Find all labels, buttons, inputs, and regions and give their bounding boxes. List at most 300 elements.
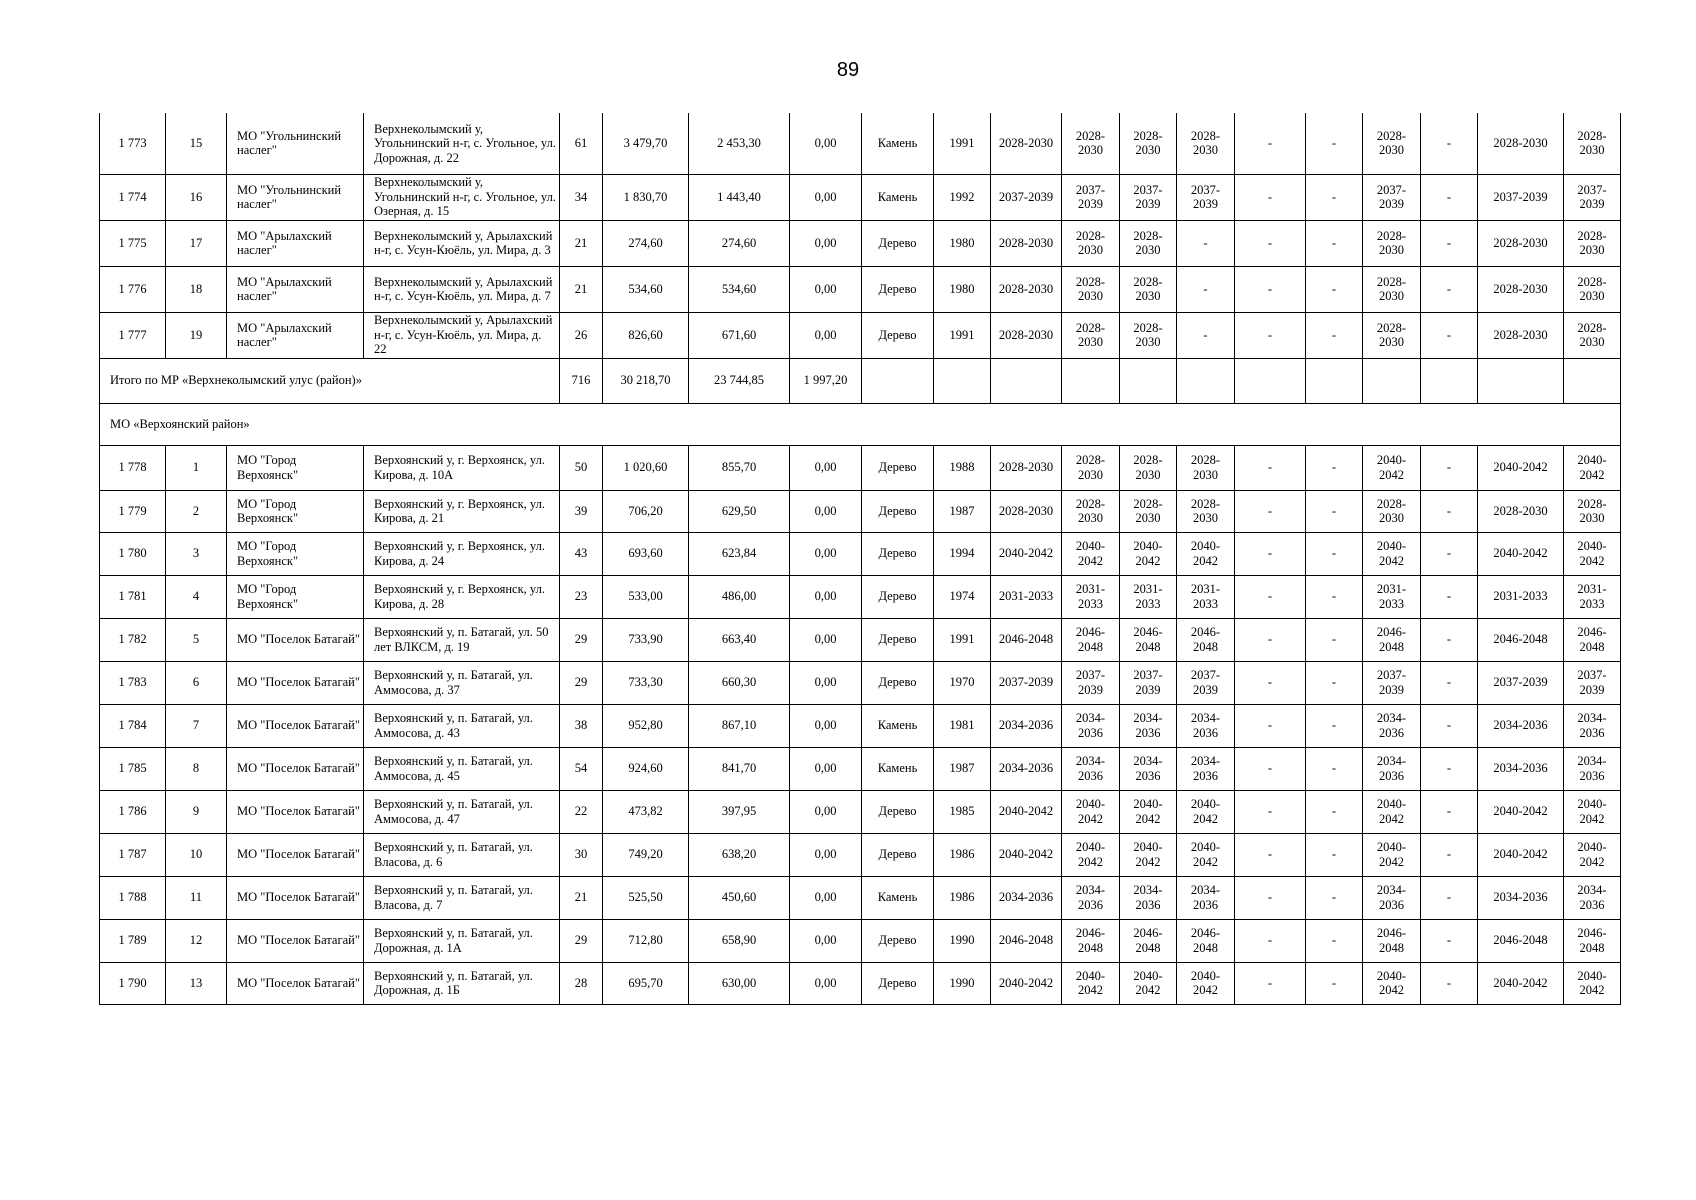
period-col-13: 2034-2036 [1120, 747, 1177, 790]
period-col-13: 2040-2042 [1120, 790, 1177, 833]
area-other: 0,00 [790, 113, 862, 174]
period-col-19: 2040-2042 [1478, 445, 1564, 490]
period-col-20: 2028-2030 [1564, 490, 1621, 532]
area-other: 0,00 [790, 220, 862, 266]
municipality: МО "Поселок Батагай" [227, 661, 364, 704]
period-col-19: 2040-2042 [1478, 962, 1564, 1004]
period-col-19: 2034-2036 [1478, 876, 1564, 919]
address: Верхоянский у, п. Батагай, ул. Власова, д. 7 [364, 876, 560, 919]
period-col-15: - [1235, 113, 1306, 174]
period-col-14: 2040-2042 [1177, 532, 1235, 575]
row-number: 1 785 [100, 747, 166, 790]
period-col-14: 2031-2033 [1177, 575, 1235, 618]
period-col-12: 2028-2030 [1062, 266, 1120, 312]
period-col-18: - [1421, 962, 1478, 1004]
address: Верхоянский у, п. Батагай, ул. Власова, д. 6 [364, 833, 560, 876]
period-col-13: 2028-2030 [1120, 220, 1177, 266]
area-other: 0,00 [790, 833, 862, 876]
period-col-14: 2034-2036 [1177, 747, 1235, 790]
area-other: 0,00 [790, 747, 862, 790]
municipality: МО "Арылахский наслег" [227, 266, 364, 312]
period-col-14: 2034-2036 [1177, 876, 1235, 919]
area-total: 706,20 [603, 490, 689, 532]
apartments-count: 23 [560, 575, 603, 618]
row-index: 10 [166, 833, 227, 876]
row-index: 18 [166, 266, 227, 312]
address: Верхнеколымский у, Арылахский н-г, с. Усун-Кюёль, ул. Мира, д. 22 [364, 312, 560, 358]
period-col-18: - [1421, 919, 1478, 962]
period-col-16: - [1306, 220, 1363, 266]
apartments-count: 26 [560, 312, 603, 358]
area-total: 1 020,60 [603, 445, 689, 490]
period-col-12: 2028-2030 [1062, 312, 1120, 358]
period-col-13: 2028-2030 [1120, 312, 1177, 358]
wall-material: Камень [862, 747, 934, 790]
period-col-15: - [1235, 174, 1306, 220]
period-col-20: 2046-2048 [1564, 919, 1621, 962]
period-col-12: 2037-2039 [1062, 174, 1120, 220]
period-col-13: 2028-2030 [1120, 445, 1177, 490]
address: Верхоянский у, г. Верхоянск, ул. Кирова, д. 28 [364, 575, 560, 618]
area-living: 274,60 [689, 220, 790, 266]
row-number: 1 784 [100, 704, 166, 747]
period-col-11: 2046-2048 [991, 919, 1062, 962]
wall-material: Дерево [862, 312, 934, 358]
period-col-12: 2040-2042 [1062, 532, 1120, 575]
area-living: 855,70 [689, 445, 790, 490]
total-apartments: 716 [560, 358, 603, 403]
period-col-15: - [1235, 704, 1306, 747]
build-year: 1990 [934, 919, 991, 962]
row-number: 1 789 [100, 919, 166, 962]
area-total: 1 830,70 [603, 174, 689, 220]
area-other: 0,00 [790, 919, 862, 962]
section-title: МО «Верхоянский район» [100, 403, 1621, 445]
period-col-11: 2040-2042 [991, 532, 1062, 575]
period-col-20: 2028-2030 [1564, 113, 1621, 174]
address: Верхоянский у, п. Батагай, ул. Дорожная, д. 1Б [364, 962, 560, 1004]
page-number: 89 [836, 59, 860, 81]
period-col-13: 2046-2048 [1120, 919, 1177, 962]
period-col-18: - [1421, 833, 1478, 876]
wall-material: Камень [862, 113, 934, 174]
table-row [100, 919, 1621, 962]
period-col-16: - [1306, 790, 1363, 833]
row-number: 1 782 [100, 618, 166, 661]
period-col-17: 2040-2042 [1363, 532, 1421, 575]
period-col-14: 2028-2030 [1177, 445, 1235, 490]
area-total: 274,60 [603, 220, 689, 266]
area-total: 3 479,70 [603, 113, 689, 174]
area-other: 0,00 [790, 704, 862, 747]
wall-material: Дерево [862, 445, 934, 490]
area-total: 473,82 [603, 790, 689, 833]
period-col-13: 2031-2033 [1120, 575, 1177, 618]
apartments-count: 61 [560, 113, 603, 174]
period-col-13: 2037-2039 [1120, 174, 1177, 220]
period-col-19: 2037-2039 [1478, 661, 1564, 704]
period-col-16: - [1306, 113, 1363, 174]
period-col-16: - [1306, 661, 1363, 704]
table-row [100, 962, 1621, 1004]
area-other: 0,00 [790, 174, 862, 220]
period-col-15: - [1235, 445, 1306, 490]
period-col-15: - [1235, 490, 1306, 532]
period-col-17: 2037-2039 [1363, 174, 1421, 220]
period-col-15: - [1235, 266, 1306, 312]
period-col-18: - [1421, 532, 1478, 575]
period-col-19: 2046-2048 [1478, 618, 1564, 661]
area-other: 0,00 [790, 445, 862, 490]
wall-material: Дерево [862, 618, 934, 661]
period-col-20: 2034-2036 [1564, 704, 1621, 747]
row-index: 2 [166, 490, 227, 532]
build-year: 1986 [934, 833, 991, 876]
period-col-12: 2040-2042 [1062, 833, 1120, 876]
period-col-17: 2040-2042 [1363, 833, 1421, 876]
wall-material: Дерево [862, 532, 934, 575]
row-number: 1 778 [100, 445, 166, 490]
period-col-12: 2031-2033 [1062, 575, 1120, 618]
period-col-11: 2028-2030 [991, 113, 1062, 174]
apartments-count: 34 [560, 174, 603, 220]
area-other: 0,00 [790, 618, 862, 661]
period-col-20: 2040-2042 [1564, 833, 1621, 876]
period-col-15: - [1235, 618, 1306, 661]
table-row [100, 220, 1621, 266]
period-col-15: - [1235, 220, 1306, 266]
apartments-count: 28 [560, 962, 603, 1004]
municipality: МО "Город Верхоянск" [227, 532, 364, 575]
period-col-17: 2046-2048 [1363, 919, 1421, 962]
period-col-16: - [1306, 575, 1363, 618]
period-col-11: 2037-2039 [991, 174, 1062, 220]
total-label: Итого по МР «Верхнеколымский улус (район)» [100, 358, 560, 403]
period-col-13: 2040-2042 [1120, 833, 1177, 876]
period-col-19: 2028-2030 [1478, 490, 1564, 532]
period-col-20: 2034-2036 [1564, 747, 1621, 790]
period-col-14: - [1177, 312, 1235, 358]
apartments-count: 29 [560, 618, 603, 661]
period-col-16: - [1306, 174, 1363, 220]
municipality: МО "Поселок Батагай" [227, 704, 364, 747]
area-total: 525,50 [603, 876, 689, 919]
period-col-11: 2028-2030 [991, 312, 1062, 358]
period-col-18: - [1421, 113, 1478, 174]
wall-material: Дерево [862, 575, 934, 618]
table-row [100, 174, 1621, 220]
build-year: 1970 [934, 661, 991, 704]
area-living: 1 443,40 [689, 174, 790, 220]
apartments-count: 30 [560, 833, 603, 876]
period-col-18: - [1421, 747, 1478, 790]
period-col-17: 2028-2030 [1363, 490, 1421, 532]
wall-material: Камень [862, 174, 934, 220]
area-living: 2 453,30 [689, 113, 790, 174]
area-other: 0,00 [790, 962, 862, 1004]
address: Верхоянский у, п. Батагай, ул. 50 лет ВЛКСМ, д. 19 [364, 618, 560, 661]
period-col-19: 2034-2036 [1478, 747, 1564, 790]
row-number: 1 787 [100, 833, 166, 876]
build-year: 1992 [934, 174, 991, 220]
table-row [100, 833, 1621, 876]
municipality: МО "Арылахский наслег" [227, 220, 364, 266]
period-col-15: - [1235, 919, 1306, 962]
apartments-count: 22 [560, 790, 603, 833]
municipality: МО "Угольнинский наслег" [227, 174, 364, 220]
area-living: 658,90 [689, 919, 790, 962]
district-verkhoyansky-rows [100, 445, 1621, 1004]
period-col-19: 2034-2036 [1478, 704, 1564, 747]
area-other: 0,00 [790, 790, 862, 833]
period-col-17: 2040-2042 [1363, 790, 1421, 833]
build-year: 1981 [934, 704, 991, 747]
address: Верхнеколымский у, Арылахский н-г, с. Усун-Кюёль, ул. Мира, д. 7 [364, 266, 560, 312]
table-row [100, 876, 1621, 919]
period-col-18: - [1421, 266, 1478, 312]
period-col-12: 2028-2030 [1062, 445, 1120, 490]
period-col-20: 2031-2033 [1564, 575, 1621, 618]
period-col-11: 2034-2036 [991, 704, 1062, 747]
period-col-17: 2028-2030 [1363, 312, 1421, 358]
row-index: 13 [166, 962, 227, 1004]
wall-material: Камень [862, 704, 934, 747]
period-col-11: 2037-2039 [991, 661, 1062, 704]
area-other: 0,00 [790, 661, 862, 704]
area-total: 826,60 [603, 312, 689, 358]
address: Верхоянский у, п. Батагай, ул. Аммосова, д. 47 [364, 790, 560, 833]
wall-material: Дерево [862, 833, 934, 876]
period-col-14: 2040-2042 [1177, 962, 1235, 1004]
municipality: МО "Город Верхоянск" [227, 490, 364, 532]
row-index: 1 [166, 445, 227, 490]
apartments-count: 38 [560, 704, 603, 747]
build-year: 1986 [934, 876, 991, 919]
period-col-14: 2028-2030 [1177, 490, 1235, 532]
area-total: 533,00 [603, 575, 689, 618]
district-verkhnekolymsky-rows [100, 113, 1621, 358]
build-year: 1980 [934, 266, 991, 312]
period-col-16: - [1306, 266, 1363, 312]
apartments-count: 43 [560, 532, 603, 575]
period-col-12: 2046-2048 [1062, 919, 1120, 962]
period-col-12: 2034-2036 [1062, 876, 1120, 919]
period-col-19: 2028-2030 [1478, 266, 1564, 312]
address: Верхоянский у, п. Батагай, ул. Аммосова, д. 45 [364, 747, 560, 790]
period-col-12: 2028-2030 [1062, 220, 1120, 266]
area-living: 450,60 [689, 876, 790, 919]
municipality: МО "Поселок Батагай" [227, 876, 364, 919]
area-living: 841,70 [689, 747, 790, 790]
period-col-15: - [1235, 312, 1306, 358]
row-number: 1 779 [100, 490, 166, 532]
table-row [100, 312, 1621, 358]
total-area-other: 1 997,20 [790, 358, 862, 403]
period-col-19: 2046-2048 [1478, 919, 1564, 962]
address: Верхнеколымский у, Арылахский н-г, с. Усун-Кюёль, ул. Мира, д. 3 [364, 220, 560, 266]
wall-material: Дерево [862, 490, 934, 532]
row-number: 1 774 [100, 174, 166, 220]
period-col-14: 2046-2048 [1177, 618, 1235, 661]
apartments-count: 50 [560, 445, 603, 490]
period-col-17: 2034-2036 [1363, 747, 1421, 790]
row-index: 12 [166, 919, 227, 962]
period-col-13: 2040-2042 [1120, 532, 1177, 575]
period-col-14: 2040-2042 [1177, 833, 1235, 876]
area-total: 693,60 [603, 532, 689, 575]
period-col-15: - [1235, 661, 1306, 704]
period-col-11: 2028-2030 [991, 266, 1062, 312]
period-col-20: 2037-2039 [1564, 661, 1621, 704]
period-col-15: - [1235, 833, 1306, 876]
period-col-14: 2034-2036 [1177, 704, 1235, 747]
municipality: МО "Арылахский наслег" [227, 312, 364, 358]
build-year: 1988 [934, 445, 991, 490]
row-number: 1 775 [100, 220, 166, 266]
period-col-18: - [1421, 876, 1478, 919]
period-col-16: - [1306, 919, 1363, 962]
area-living: 671,60 [689, 312, 790, 358]
period-col-20: 2028-2030 [1564, 220, 1621, 266]
address: Верхоянский у, п. Батагай, ул. Дорожная, д. 1А [364, 919, 560, 962]
period-col-19: 2037-2039 [1478, 174, 1564, 220]
address: Верхнеколымский у, Угольнинский н-г, с. Угольное, ул. Озерная, д. 15 [364, 174, 560, 220]
municipality: МО "Поселок Батагай" [227, 962, 364, 1004]
period-col-18: - [1421, 575, 1478, 618]
municipality: МО "Угольнинский наслег" [227, 113, 364, 174]
wall-material: Дерево [862, 962, 934, 1004]
municipality: МО "Поселок Батагай" [227, 747, 364, 790]
period-col-16: - [1306, 312, 1363, 358]
wall-material: Дерево [862, 220, 934, 266]
period-col-19: 2040-2042 [1478, 790, 1564, 833]
period-col-17: 2034-2036 [1363, 704, 1421, 747]
area-living: 630,00 [689, 962, 790, 1004]
period-col-18: - [1421, 220, 1478, 266]
period-col-16: - [1306, 445, 1363, 490]
area-living: 629,50 [689, 490, 790, 532]
table-row [100, 490, 1621, 532]
period-col-12: 2040-2042 [1062, 962, 1120, 1004]
period-col-17: 2031-2033 [1363, 575, 1421, 618]
area-living: 623,84 [689, 532, 790, 575]
row-number: 1 790 [100, 962, 166, 1004]
wall-material: Дерево [862, 919, 934, 962]
period-col-13: 2034-2036 [1120, 704, 1177, 747]
period-col-12: 2028-2030 [1062, 490, 1120, 532]
period-col-18: - [1421, 790, 1478, 833]
total-row [100, 358, 1621, 403]
apartments-count: 21 [560, 876, 603, 919]
row-number: 1 786 [100, 790, 166, 833]
table-row [100, 266, 1621, 312]
period-col-13: 2037-2039 [1120, 661, 1177, 704]
period-col-17: 2028-2030 [1363, 113, 1421, 174]
area-other: 0,00 [790, 575, 862, 618]
period-col-17: 2028-2030 [1363, 220, 1421, 266]
row-index: 4 [166, 575, 227, 618]
build-year: 1991 [934, 312, 991, 358]
period-col-12: 2034-2036 [1062, 747, 1120, 790]
area-other: 0,00 [790, 876, 862, 919]
period-col-20: 2040-2042 [1564, 962, 1621, 1004]
table-row [100, 704, 1621, 747]
period-col-20: 2040-2042 [1564, 445, 1621, 490]
area-living: 534,60 [689, 266, 790, 312]
period-col-15: - [1235, 962, 1306, 1004]
period-col-14: 2028-2030 [1177, 113, 1235, 174]
area-total: 733,90 [603, 618, 689, 661]
row-index: 17 [166, 220, 227, 266]
period-col-17: 2040-2042 [1363, 445, 1421, 490]
total-area-living: 23 744,85 [689, 358, 790, 403]
period-col-16: - [1306, 833, 1363, 876]
period-col-19: 2040-2042 [1478, 532, 1564, 575]
build-year: 1987 [934, 490, 991, 532]
address: Верхоянский у, г. Верхоянск, ул. Кирова, д. 10А [364, 445, 560, 490]
period-col-14: 2037-2039 [1177, 174, 1235, 220]
period-col-13: 2040-2042 [1120, 962, 1177, 1004]
period-col-20: 2034-2036 [1564, 876, 1621, 919]
apartments-count: 29 [560, 919, 603, 962]
period-col-16: - [1306, 962, 1363, 1004]
period-col-11: 2028-2030 [991, 490, 1062, 532]
row-index: 6 [166, 661, 227, 704]
area-living: 660,30 [689, 661, 790, 704]
build-year: 1994 [934, 532, 991, 575]
period-col-13: 2028-2030 [1120, 266, 1177, 312]
area-living: 663,40 [689, 618, 790, 661]
period-col-11: 2031-2033 [991, 575, 1062, 618]
build-year: 1990 [934, 962, 991, 1004]
row-index: 8 [166, 747, 227, 790]
municipality: МО "Город Верхоянск" [227, 445, 364, 490]
period-col-20: 2046-2048 [1564, 618, 1621, 661]
period-col-14: - [1177, 220, 1235, 266]
row-index: 3 [166, 532, 227, 575]
period-col-11: 2028-2030 [991, 445, 1062, 490]
apartments-count: 21 [560, 220, 603, 266]
area-other: 0,00 [790, 266, 862, 312]
apartments-count: 39 [560, 490, 603, 532]
row-number: 1 780 [100, 532, 166, 575]
area-total: 534,60 [603, 266, 689, 312]
table-row [100, 661, 1621, 704]
period-col-12: 2040-2042 [1062, 790, 1120, 833]
row-index: 7 [166, 704, 227, 747]
period-col-11: 2040-2042 [991, 790, 1062, 833]
row-number: 1 781 [100, 575, 166, 618]
area-total: 733,30 [603, 661, 689, 704]
build-year: 1974 [934, 575, 991, 618]
period-col-12: 2028-2030 [1062, 113, 1120, 174]
address: Верхоянский у, г. Верхоянск, ул. Кирова, д. 21 [364, 490, 560, 532]
period-col-16: - [1306, 747, 1363, 790]
table-row [100, 575, 1621, 618]
period-col-19: 2028-2030 [1478, 220, 1564, 266]
address: Верхнеколымский у, Угольнинский н-г, с. Угольное, ул. Дорожная, д. 22 [364, 113, 560, 174]
period-col-20: 2040-2042 [1564, 790, 1621, 833]
period-col-17: 2037-2039 [1363, 661, 1421, 704]
period-col-11: 2046-2048 [991, 618, 1062, 661]
period-col-15: - [1235, 575, 1306, 618]
area-living: 397,95 [689, 790, 790, 833]
period-col-16: - [1306, 532, 1363, 575]
build-year: 1980 [934, 220, 991, 266]
wall-material: Дерево [862, 790, 934, 833]
table-row [100, 532, 1621, 575]
municipality: МО "Поселок Батагай" [227, 790, 364, 833]
